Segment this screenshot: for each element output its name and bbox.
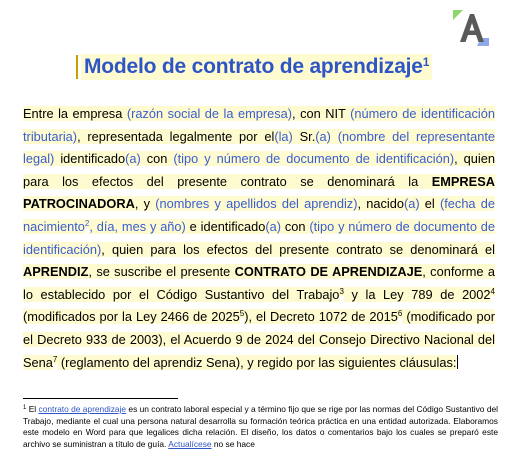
footnote-text: no se hace xyxy=(211,438,255,449)
body-text: , conforme a lo establecido por el Código Sustantivo del Trabajo xyxy=(23,264,495,302)
body-text: , y xyxy=(134,196,156,212)
document-title xyxy=(81,54,432,80)
term-empresa-patrocinadora: EMPRESA PATROCINADORA xyxy=(23,173,495,212)
body-text: (modificados por la Ley 2466 de 2025 xyxy=(23,309,240,325)
body-text: el xyxy=(419,196,440,212)
body-text: , quien para los efectos del presente contrato se denominará el xyxy=(101,241,495,257)
placeholder-gender-a: (a) xyxy=(403,196,420,212)
body-text: (modificado por el Decreto 933 de 2003), el Acuerdo 9 de 2024 del Consejo Directivo Nacional del Sena xyxy=(23,309,495,370)
body-text: Entre la empresa xyxy=(23,106,127,121)
footnote-ref-1[interactable]: 1 xyxy=(422,55,430,69)
placeholder-apprentice-name: (nombres y apellidos del aprendiz) xyxy=(155,196,358,212)
actualicese-logo-icon xyxy=(451,8,491,48)
footnote-1 xyxy=(23,404,498,450)
text-cursor xyxy=(457,355,458,369)
body-text: , nacido xyxy=(357,196,404,212)
footnote-ref-5[interactable]: 5 xyxy=(239,309,245,319)
placeholder-nit: (número de identificación tributaria) xyxy=(23,106,495,144)
footnote-ref-4[interactable]: 4 xyxy=(490,286,495,296)
body-text: con xyxy=(140,151,174,167)
body-text: (reglamento del aprendiz Sena), y regido por las siguientes cláusulas: xyxy=(57,354,457,370)
placeholder-id-document: (tipo y número de documento de identificación) xyxy=(23,218,496,257)
footnote-ref-7[interactable]: 7 xyxy=(52,354,58,364)
footnote-ref-3[interactable]: 3 xyxy=(339,286,344,296)
term-aprendiz: APRENDIZ xyxy=(23,264,89,280)
placeholder-gender-a: (a) xyxy=(315,128,331,144)
placeholder-company-name: (razón social de la empresa) xyxy=(126,106,293,121)
footnote-separator xyxy=(23,398,178,399)
body-text: Sr. xyxy=(292,128,316,144)
body-text: e identificado xyxy=(185,218,266,234)
title-text: Modelo de contrato de aprendizaje xyxy=(84,55,423,78)
body-text xyxy=(331,129,338,144)
footnote-ref-2[interactable]: 2 xyxy=(84,218,90,228)
placeholder-birth-date: , día, mes y año) xyxy=(89,218,186,234)
placeholder-legal-rep: (nombre del representante legal) xyxy=(23,128,496,167)
link-actualicese[interactable]: Actualícese xyxy=(168,438,212,449)
placeholder-birth-date: (fecha de nacimiento xyxy=(23,196,495,234)
placeholder-gender-a: (a) xyxy=(125,151,141,167)
placeholder-gender-la: (la) xyxy=(274,128,293,144)
footnote-number: 1 xyxy=(23,405,27,411)
text-cursor xyxy=(76,55,78,79)
footnote-ref-6[interactable]: 6 xyxy=(397,309,403,319)
body-text: , quien para los efectos del presente contrato se denominará la xyxy=(23,151,495,189)
footnote-text: El xyxy=(26,404,39,414)
body-text: , representada legalmente por el xyxy=(77,128,275,144)
link-contrato-de-aprendizaje[interactable]: contrato de aprendizaje xyxy=(38,404,127,414)
footnote-text: es un contrato laboral especial y a término fijo que se rige por las normas del Código Sustantivo del Trabajo, mediante el cual una persona natural desarrolla su formación teórica práctica en una entidad autorizada. Elaboramos este modelo en Word para que legalices dicha relación. El diseño, los datos o comentarios bajo los cuales se preparó este archivo se suministran a título de guía. xyxy=(23,404,498,449)
body-text: y la Ley 789 de 2002 xyxy=(343,286,491,302)
placeholder-id-document: (tipo y número de documento de identificación) xyxy=(173,151,455,167)
body-text: ), el Decreto 1072 de 2015 xyxy=(244,309,398,325)
body-text: identificado xyxy=(54,151,126,167)
placeholder-gender-a: (a) xyxy=(265,218,281,234)
contract-intro-paragraph[interactable] xyxy=(23,103,495,374)
body-text: , se suscribe el presente xyxy=(88,264,235,280)
term-contrato-de-aprendizaje: CONTRATO DE APRENDIZAJE xyxy=(234,264,423,280)
body-text: , con NIT xyxy=(292,106,351,121)
body-text: con xyxy=(281,218,310,234)
